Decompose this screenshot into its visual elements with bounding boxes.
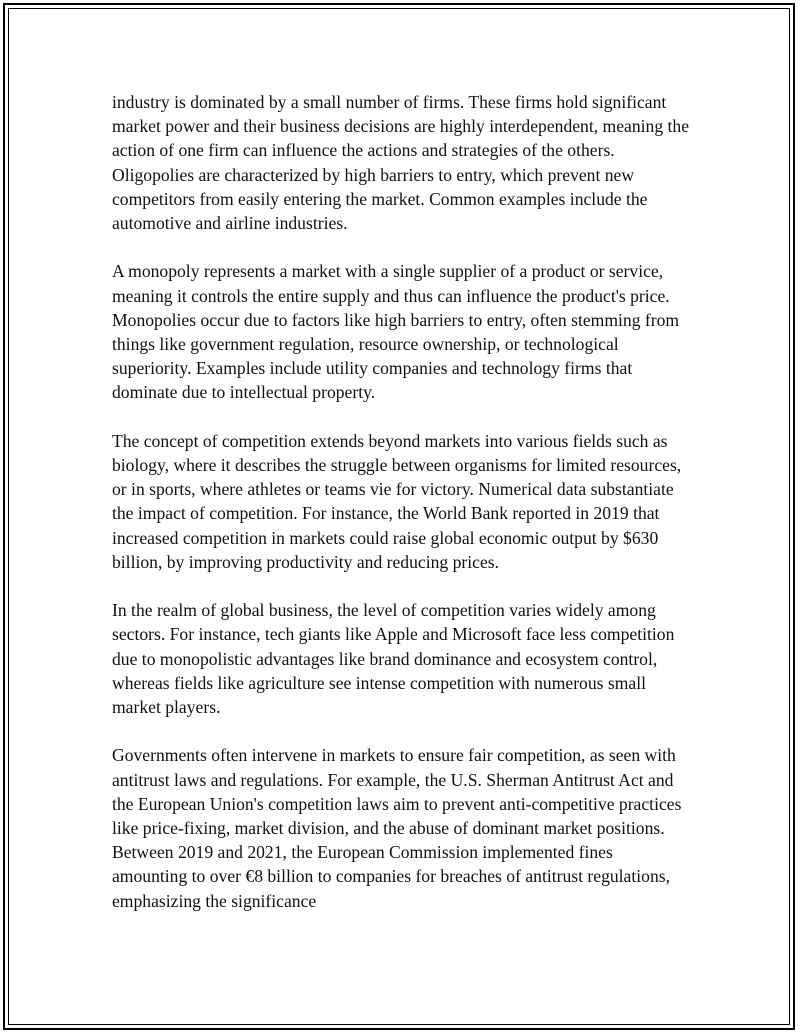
paragraph-global-business: In the realm of global business, the level of competition varies widely among sectors. For instance, tech giants like Apple and Microsoft face less competition due to monopolistic advantages like brand dominance and ecosystem control, whereas fields like agriculture see intense competition with numerous small market players.: [112, 600, 675, 718]
paragraph-oligopoly: industry is dominated by a small number of firms. These firms hold significant market power and their business decisions are highly interdependent, meaning the action of one firm can influence the actions and strategies of the others. Oligopolies are characterized by high barriers to entry, which prevent new competitors from easily entering the market. Common examples include the automotive and airline industries.: [112, 92, 690, 234]
document-body: [112, 90, 692, 937]
paragraph-monopoly: A monopoly represents a market with a single supplier of a product or service, meaning it controls the entire supply and thus can influence the product's price. Monopolies occur due to factors like high barriers to entry, often stemming from things like government regulation, resource ownership, or technological superiority. Examples include utility companies and technology firms that dominate due to intellectual property.: [112, 261, 680, 403]
paragraph-government-intervention: Governments often intervene in markets to ensure fair competition, as seen with antitrust laws and regulations. For example, the U.S. Sherman Antitrust Act and the European Union's competition laws aim to prevent anti-competitive practices like price-fixing, market division, and the abuse of dominant market positions. Between 2019 and 2021, the European Commission implemented fines amounting to over €8 billion to companies for breaches of antitrust regulations, emphasizing the significance: [112, 745, 682, 911]
paragraph-competition-concept: The concept of competition extends beyond markets into various fields such as biology, where it describes the struggle between organisms for limited resources, or in sports, where athletes or teams vie for victory. Numerical data substantiate the impact of competition. For instance, the World Bank reported in 2019 that increased competition in markets could raise global economic output by $630 billion, by improving productivity and reducing prices.: [112, 430, 682, 572]
